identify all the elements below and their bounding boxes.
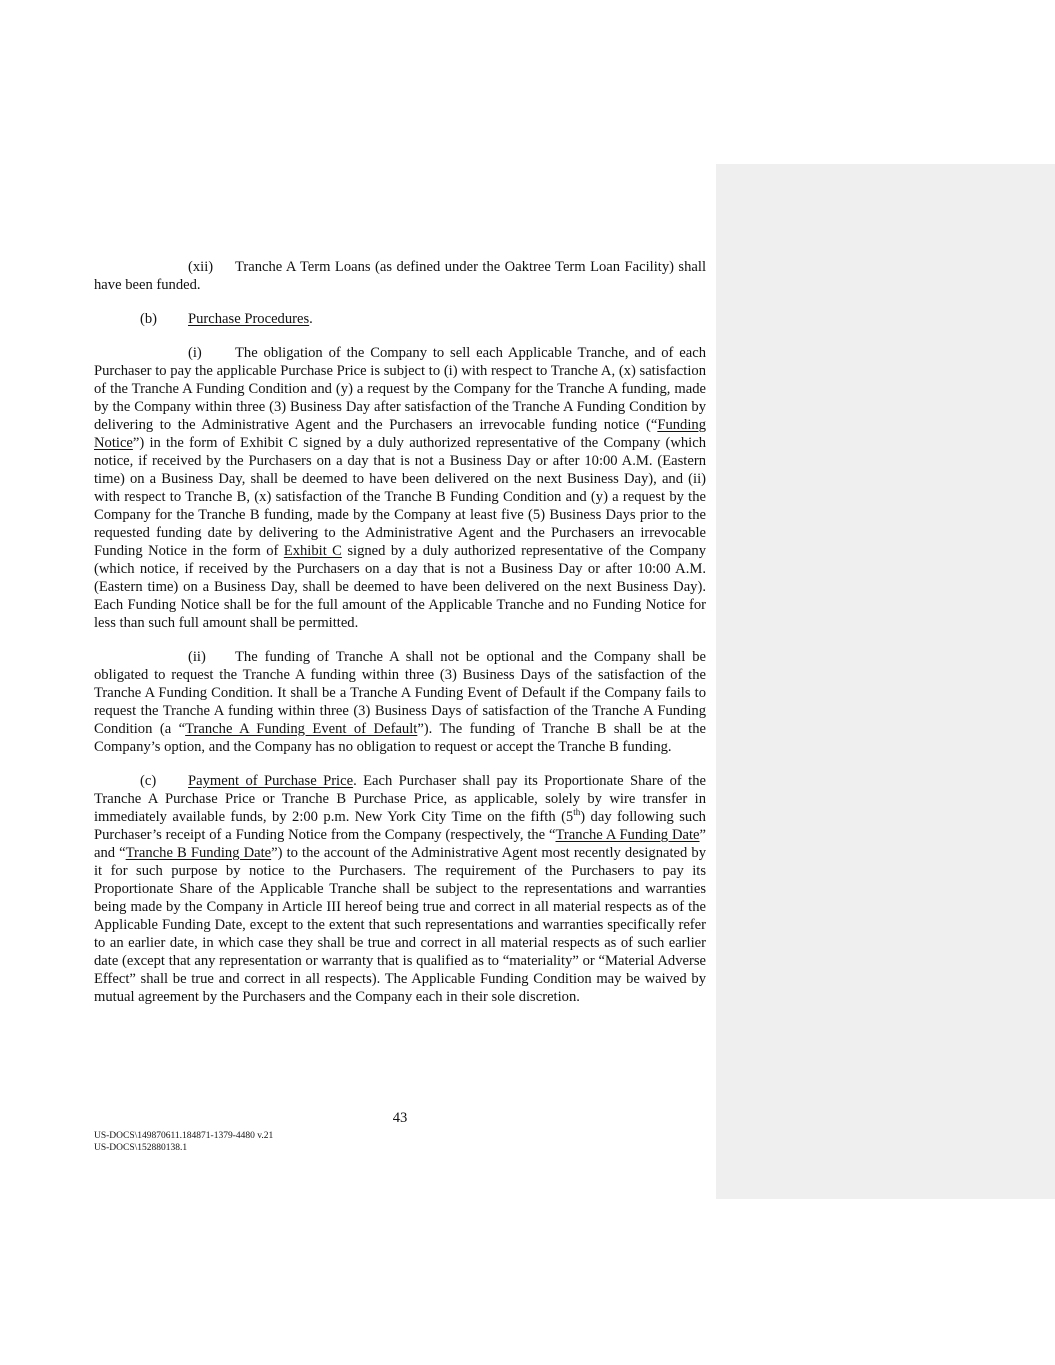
document-body (94, 258, 706, 1022)
paragraph-ii (94, 648, 706, 756)
heading-punctuation: . (309, 311, 313, 327)
comment-pane (716, 164, 1055, 1199)
defined-term: Tranche B Funding Date (125, 845, 272, 861)
paragraph-label: (i) (188, 345, 202, 361)
section-heading: Purchase Procedures (188, 311, 310, 327)
paragraph-text: . Each Purchaser shall pay its Proportionate Share of the Tranche A Purchase Price or Tranche B Purchase Price, as applicable, solely by wire transfer in immediately available funds, by 2:00 p.m. New York City Time on the fifth (5 (94, 773, 706, 825)
paragraph-text: ”) to the account of the Administrative Agent most recently designated by it for such purpose by notice to the Purchasers. The requirement of the Purchasers to pay its Proportionate Share of the Applicable Tranche shall be subject to the representations and warranties being made by the Company in Article III hereof being true and correct in all material respects as of the Applicable Funding Date, except to the extent that such representations and warranties specifically refer to an earlier date, in which case they shall be true and correct in all material respects as of such earlier date (except that any representation or warranty that is qualified as to “materiality” or “Material Adverse Effect” shall be true and correct in all respects). The Applicable Funding Condition may be waived by mutual agreement by the Purchasers and the Company each in their sole discretion. (94, 845, 706, 1005)
exhibit-reference: Exhibit C (283, 543, 342, 559)
defined-term: Tranche A Funding Date (555, 827, 700, 843)
paragraph-text: ”) in the form of Exhibit C signed by a duly authorized representative of the Company (which notice, if received by the Purchasers on a day that is not a Business Day or after 10:00 A.M. (Eastern time) on a Business Day, shall be deemed to have been delivered on the next Business Day), and (ii) with respect to Tranche B, (x) satisfaction of the Tranche B Funding Condition and (y) a request by the Company for the Tranche B funding, made by the Company at least five (5) Business Days prior to the requested funding date by delivering to the Administrative Agent and the Purchasers an irrevocable Funding Notice in the form of (94, 435, 706, 559)
paragraph-text: The obligation of the Company to sell each Applicable Tranche, and of each Purchaser to pay the applicable Purchase Price is subject to (i) with respect to Tranche A, (x) satisfaction of the Tranche A Funding Condition and (y) a request by the Company for the Tranche A funding, made by the Company within three (3) Business Day after satisfaction of the Tranche A Funding Condition by delivering to the Administrative Agent and the Purchasers an irrevocable funding notice (“ (94, 345, 706, 433)
section-b-heading (94, 310, 706, 328)
paragraph-text: ” and “ (94, 827, 706, 861)
paragraph-i (94, 344, 706, 632)
paragraph-text: ) day following such Purchaser’s receipt of a Funding Notice from the Company (respectively, the “ (94, 809, 706, 843)
document-id: US-DOCS\149870611.184871-1379-4480 v.21 (94, 1131, 274, 1141)
section-c (94, 772, 706, 1006)
document-id: US-DOCS\152880138.1 (94, 1143, 188, 1153)
section-label: (c) (140, 773, 157, 789)
paragraph-text: ”). The funding of Tranche B shall be at the Company’s option, and the Company has no obligation to request or accept the Tranche B funding. (94, 721, 706, 755)
paragraph-label: (ii) (188, 649, 206, 665)
paragraph-text: Tranche A Term Loans (as defined under the Oaktree Term Loan Facility) shall have been funded. (94, 259, 706, 293)
paragraph-label: (xii) (188, 259, 214, 275)
paragraph-text: The funding of Tranche A shall not be optional and the Company shall be obligated to request the Tranche A funding within three (3) Business Days of the satisfaction of the Tranche A Funding Condition. It shall be a Tranche A Funding Event of Default if the Company fails to request the Tranche A funding within three (3) Business Days of satisfaction of the Tranche A Funding Condition (a “ (94, 649, 706, 737)
section-label: (b) (140, 311, 158, 327)
defined-term: Tranche A Funding Event of Default (185, 721, 418, 737)
ordinal-suffix: th (573, 807, 581, 818)
defined-term: Funding Notice (94, 417, 706, 451)
page-number: 43 (392, 1110, 408, 1126)
paragraph-text: signed by a duly authorized representative of the Company (which notice, if received by the Purchasers on a day that is not a Business Day or after 10:00 A.M. (Eastern time) on a Business Day, shall be deemed to have been delivered on the next Business Day). Each Funding Notice shall be for the full amount of the Applicable Tranche and no Funding Notice for less than such full amount shall be permitted. (94, 543, 706, 631)
paragraph-xii (94, 258, 706, 294)
section-heading: Payment of Purchase Price (188, 773, 354, 789)
document-ids (94, 1130, 273, 1154)
